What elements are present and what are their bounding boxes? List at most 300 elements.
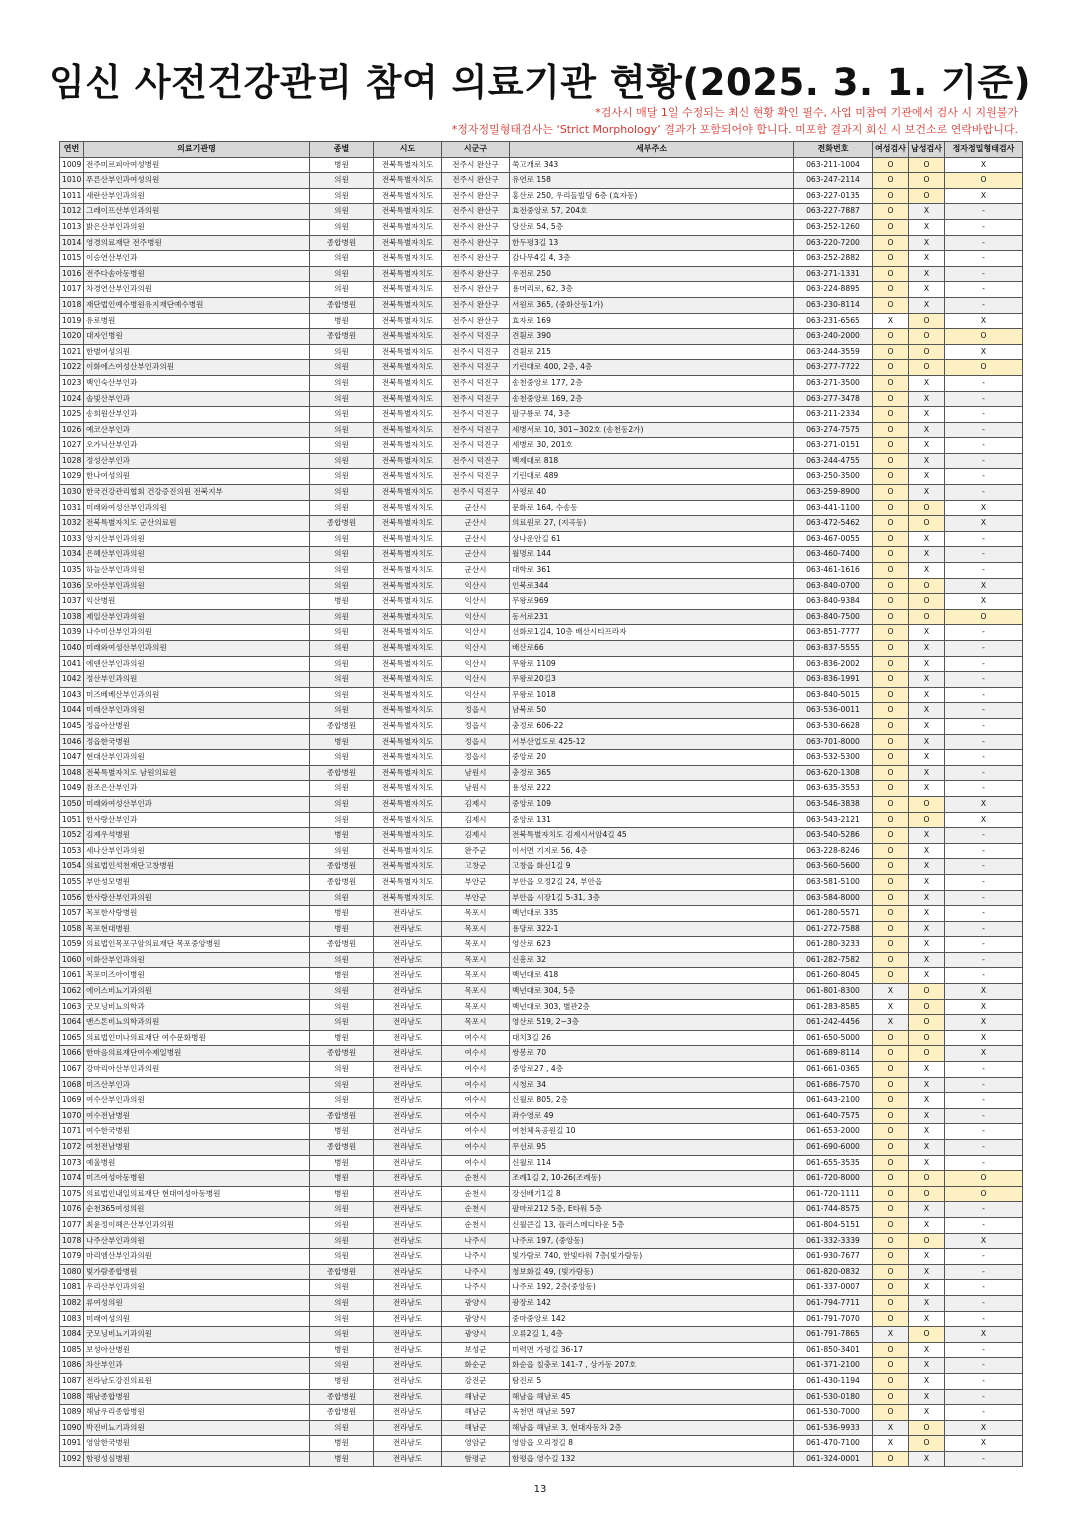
- male-test-cell: X: [909, 531, 945, 547]
- table-row: [60, 266, 1023, 282]
- district-cell: 군산시: [442, 500, 510, 516]
- district-cell: 목포시: [442, 921, 510, 937]
- institution-type-cell: 의원: [310, 687, 374, 703]
- sperm-test-cell: O: [945, 173, 1023, 189]
- sperm-test-cell: -: [945, 937, 1023, 953]
- institution-name-cell: 순천365여성의원: [84, 1202, 310, 1218]
- table-row: [60, 1015, 1023, 1031]
- institution-type-cell: 의원: [310, 531, 374, 547]
- district-cell: 여수시: [442, 1108, 510, 1124]
- female-test-cell: O: [873, 297, 909, 313]
- address-cell: 신월로 114: [510, 1155, 794, 1171]
- address-cell: 시청로 34: [510, 1077, 794, 1093]
- institution-type-cell: 병원: [310, 1171, 374, 1187]
- male-test-cell: X: [909, 625, 945, 641]
- address-cell: 화순읍 칠충로 141-7 , 상가동 207호: [510, 1358, 794, 1374]
- institution-type-cell: 의원: [310, 843, 374, 859]
- female-test-cell: O: [873, 391, 909, 407]
- phone-cell: 063-244-3559: [794, 344, 873, 360]
- female-test-cell: X: [873, 999, 909, 1015]
- sperm-test-cell: -: [945, 438, 1023, 454]
- institution-type-cell: 의원: [310, 609, 374, 625]
- table-row: [60, 188, 1023, 204]
- address-cell: 나주로 192, 2층(중앙동): [510, 1280, 794, 1296]
- col-header-sperm-test: 정자정밀형태검사: [945, 142, 1023, 158]
- male-test-cell: O: [909, 578, 945, 594]
- address-cell: 대학로 361: [510, 563, 794, 579]
- male-test-cell: O: [909, 500, 945, 516]
- col-header-type: 종별: [310, 142, 374, 158]
- sperm-test-cell: O: [945, 360, 1023, 376]
- district-cell: 전주시 완산구: [442, 204, 510, 220]
- table-row: [60, 1217, 1023, 1233]
- address-cell: 고창읍 화신1길 9: [510, 859, 794, 875]
- male-test-cell: X: [909, 407, 945, 423]
- female-test-cell: O: [873, 1046, 909, 1062]
- province-cell: 전북특별자치도: [374, 469, 442, 485]
- table-row: [60, 313, 1023, 329]
- province-cell: 전라남도: [374, 968, 442, 984]
- male-test-cell: O: [909, 594, 945, 610]
- sperm-test-cell: -: [945, 1295, 1023, 1311]
- institution-type-cell: 의원: [310, 563, 374, 579]
- phone-cell: 063-851-7777: [794, 625, 873, 641]
- address-cell: 광장로 142: [510, 1295, 794, 1311]
- institution-name-cell: 나주산부인과의원: [84, 1233, 310, 1249]
- address-cell: 조례1길 2, 10-26(조례동): [510, 1171, 794, 1187]
- province-cell: 전라남도: [374, 1108, 442, 1124]
- province-cell: 전북특별자치도: [374, 516, 442, 532]
- table-row: [60, 516, 1023, 532]
- province-cell: 전북특별자치도: [374, 313, 442, 329]
- address-cell: 용당로 322-1: [510, 921, 794, 937]
- institution-name-cell: 의료법인내일의료재단 현대여성아동병원: [84, 1186, 310, 1202]
- female-test-cell: O: [873, 843, 909, 859]
- institution-name-cell: 영경의료재단 전주병원: [84, 235, 310, 251]
- province-cell: 전북특별자치도: [374, 547, 442, 563]
- male-test-cell: X: [909, 1311, 945, 1327]
- phone-cell: 063-584-8000: [794, 890, 873, 906]
- female-test-cell: O: [873, 251, 909, 267]
- institution-name-cell: 의료법인석천재단고창병원: [84, 859, 310, 875]
- table-row: [60, 656, 1023, 672]
- male-test-cell: X: [909, 1217, 945, 1233]
- district-cell: 화순군: [442, 1358, 510, 1374]
- district-cell: 목포시: [442, 906, 510, 922]
- phone-cell: 063-530-6628: [794, 718, 873, 734]
- address-cell: 무왕로 1109: [510, 656, 794, 672]
- sperm-test-cell: X: [945, 1015, 1023, 1031]
- row-no-cell: 1081: [60, 1280, 84, 1296]
- male-test-cell: O: [909, 1436, 945, 1452]
- table-row: [60, 282, 1023, 298]
- row-no-cell: 1044: [60, 703, 84, 719]
- province-cell: 전북특별자치도: [374, 796, 442, 812]
- row-no-cell: 1029: [60, 469, 84, 485]
- female-test-cell: O: [873, 828, 909, 844]
- sperm-test-cell: X: [945, 1436, 1023, 1452]
- address-cell: 장선배기1길 8: [510, 1186, 794, 1202]
- district-cell: 순천시: [442, 1186, 510, 1202]
- sperm-test-cell: O: [945, 609, 1023, 625]
- row-no-cell: 1023: [60, 375, 84, 391]
- address-cell: 의료원로 27, (지곡동): [510, 516, 794, 532]
- table-row: [60, 329, 1023, 345]
- female-test-cell: O: [873, 874, 909, 890]
- table-row: [60, 812, 1023, 828]
- row-no-cell: 1018: [60, 297, 84, 313]
- address-cell: 우전로 250: [510, 266, 794, 282]
- province-cell: 전북특별자치도: [374, 734, 442, 750]
- male-test-cell: X: [909, 485, 945, 501]
- phone-cell: 061-337-0007: [794, 1280, 873, 1296]
- district-cell: 여수시: [442, 1030, 510, 1046]
- phone-cell: 063-467-0055: [794, 531, 873, 547]
- province-cell: 전북특별자치도: [374, 173, 442, 189]
- table-row: [60, 391, 1023, 407]
- table-row: [60, 485, 1023, 501]
- table-row: [60, 360, 1023, 376]
- table-row: [60, 1373, 1023, 1389]
- institution-type-cell: 종합병원: [310, 1140, 374, 1156]
- address-cell: 미력면 가평길 36-17: [510, 1342, 794, 1358]
- institution-name-cell: 미래여성의원: [84, 1311, 310, 1327]
- institution-name-cell: 여수산부인과의원: [84, 1093, 310, 1109]
- male-test-cell: X: [909, 469, 945, 485]
- institution-name-cell: 에이스비뇨기과의원: [84, 984, 310, 1000]
- table-row: [60, 1436, 1023, 1452]
- province-cell: 전라남도: [374, 1202, 442, 1218]
- phone-cell: 063-635-3553: [794, 781, 873, 797]
- row-no-cell: 1050: [60, 796, 84, 812]
- district-cell: 여수시: [442, 1124, 510, 1140]
- male-test-cell: X: [909, 750, 945, 766]
- institution-type-cell: 병원: [310, 1186, 374, 1202]
- district-cell: 고창군: [442, 859, 510, 875]
- institution-type-cell: 종합병원: [310, 297, 374, 313]
- table-row: [60, 1451, 1023, 1467]
- sperm-test-cell: -: [945, 563, 1023, 579]
- sperm-test-cell: -: [945, 547, 1023, 563]
- page-title: 임신 사전건강관리 참여 의료기관 현황(2025. 3. 1. 기준): [49, 61, 1031, 104]
- province-cell: 전북특별자치도: [374, 360, 442, 376]
- address-cell: 해남읍 해남로 3, 현대자동차 2층: [510, 1420, 794, 1436]
- male-test-cell: O: [909, 1186, 945, 1202]
- province-cell: 전북특별자치도: [374, 485, 442, 501]
- female-test-cell: O: [873, 641, 909, 657]
- province-cell: 전북특별자치도: [374, 812, 442, 828]
- institution-type-cell: 의원: [310, 391, 374, 407]
- address-cell: 인북로344: [510, 578, 794, 594]
- male-test-cell: O: [909, 999, 945, 1015]
- district-cell: 목포시: [442, 984, 510, 1000]
- sperm-test-cell: -: [945, 687, 1023, 703]
- institution-name-cell: 부안성모병원: [84, 874, 310, 890]
- institution-name-cell: 미래와여성산부인과의원: [84, 641, 310, 657]
- phone-cell: 063-228-8246: [794, 843, 873, 859]
- col-header-female-test: 여성검사: [873, 142, 909, 158]
- institution-name-cell: 참조은산부인과: [84, 781, 310, 797]
- institution-name-cell: 제일산부인과의원: [84, 609, 310, 625]
- male-test-cell: O: [909, 344, 945, 360]
- institution-name-cell: 함평성심병원: [84, 1451, 310, 1467]
- row-no-cell: 1036: [60, 578, 84, 594]
- table-row: [60, 204, 1023, 220]
- table-row: [60, 952, 1023, 968]
- female-test-cell: O: [873, 703, 909, 719]
- district-cell: 정읍시: [442, 718, 510, 734]
- male-test-cell: X: [909, 672, 945, 688]
- phone-cell: 061-804-5151: [794, 1217, 873, 1233]
- institution-type-cell: 의원: [310, 344, 374, 360]
- table-row: [60, 251, 1023, 267]
- phone-cell: 063-461-1616: [794, 563, 873, 579]
- institution-name-cell: 의료법인목포구암의료재단 목포중앙병원: [84, 937, 310, 953]
- male-test-cell: X: [909, 422, 945, 438]
- male-test-cell: X: [909, 1405, 945, 1421]
- institution-name-cell: 이화산부인과의원: [84, 952, 310, 968]
- address-cell: 나주로 197, (중앙동): [510, 1233, 794, 1249]
- address-cell: 용머리로, 62, 3층: [510, 282, 794, 298]
- phone-cell: 063-536-0011: [794, 703, 873, 719]
- phone-cell: 063-250-3500: [794, 469, 873, 485]
- district-cell: 해남군: [442, 1420, 510, 1436]
- male-test-cell: X: [909, 1249, 945, 1265]
- female-test-cell: O: [873, 1062, 909, 1078]
- district-cell: 강진군: [442, 1373, 510, 1389]
- province-cell: 전라남도: [374, 1140, 442, 1156]
- male-test-cell: X: [909, 765, 945, 781]
- row-no-cell: 1043: [60, 687, 84, 703]
- institution-name-cell: 맨스톤비뇨의학과의원: [84, 1015, 310, 1031]
- sperm-test-cell: -: [945, 734, 1023, 750]
- institution-name-cell: 푸른산부인과여성의원: [84, 173, 310, 189]
- institution-name-cell: 미래산부인과의원: [84, 703, 310, 719]
- male-test-cell: X: [909, 1202, 945, 1218]
- female-test-cell: O: [873, 1155, 909, 1171]
- institution-name-cell: 영암한국병원: [84, 1436, 310, 1452]
- table-row: [60, 1062, 1023, 1078]
- phone-cell: 063-840-5015: [794, 687, 873, 703]
- row-no-cell: 1033: [60, 531, 84, 547]
- district-cell: 군산시: [442, 531, 510, 547]
- phone-cell: 061-260-8045: [794, 968, 873, 984]
- phone-cell: 061-280-3233: [794, 937, 873, 953]
- row-no-cell: 1082: [60, 1295, 84, 1311]
- district-cell: 해남군: [442, 1405, 510, 1421]
- institution-name-cell: 한나여성의원: [84, 469, 310, 485]
- institution-type-cell: 의원: [310, 282, 374, 298]
- address-cell: 중앙로 131: [510, 812, 794, 828]
- address-cell: 당산로 54, 5층: [510, 219, 794, 235]
- female-test-cell: O: [873, 890, 909, 906]
- phone-cell: 061-242-4456: [794, 1015, 873, 1031]
- district-cell: 여수시: [442, 1046, 510, 1062]
- phone-cell: 063-211-1004: [794, 157, 873, 173]
- province-cell: 전북특별자치도: [374, 375, 442, 391]
- sperm-test-cell: -: [945, 282, 1023, 298]
- row-no-cell: 1075: [60, 1186, 84, 1202]
- province-cell: 전북특별자치도: [374, 157, 442, 173]
- province-cell: 전북특별자치도: [374, 781, 442, 797]
- row-no-cell: 1070: [60, 1108, 84, 1124]
- phone-cell: 061-791-7865: [794, 1327, 873, 1343]
- phone-cell: 063-220-7200: [794, 235, 873, 251]
- district-cell: 익산시: [442, 656, 510, 672]
- address-cell: 중앙로27 , 4층: [510, 1062, 794, 1078]
- female-test-cell: O: [873, 1140, 909, 1156]
- institution-name-cell: 최윤정이헤은산부인과의원: [84, 1217, 310, 1233]
- table-header-row: [60, 142, 1023, 158]
- address-cell: 팔마로212 5층, E타워 5층: [510, 1202, 794, 1218]
- row-no-cell: 1090: [60, 1420, 84, 1436]
- province-cell: 전라남도: [374, 906, 442, 922]
- female-test-cell: O: [873, 1451, 909, 1467]
- female-test-cell: O: [873, 469, 909, 485]
- female-test-cell: O: [873, 687, 909, 703]
- table-row: [60, 828, 1023, 844]
- province-cell: 전북특별자치도: [374, 625, 442, 641]
- district-cell: 정읍시: [442, 750, 510, 766]
- institution-type-cell: 의원: [310, 173, 374, 189]
- province-cell: 전북특별자치도: [374, 453, 442, 469]
- phone-cell: 061-530-0180: [794, 1389, 873, 1405]
- female-test-cell: O: [873, 578, 909, 594]
- sperm-test-cell: X: [945, 344, 1023, 360]
- institution-type-cell: 병원: [310, 828, 374, 844]
- phone-cell: 061-690-6000: [794, 1140, 873, 1156]
- male-test-cell: X: [909, 718, 945, 734]
- col-header-district: 시군구: [442, 142, 510, 158]
- sperm-test-cell: X: [945, 1420, 1023, 1436]
- sperm-test-cell: -: [945, 718, 1023, 734]
- table-row: [60, 609, 1023, 625]
- institution-type-cell: 종합병원: [310, 1264, 374, 1280]
- institution-name-cell: 박진비뇨기과의원: [84, 1420, 310, 1436]
- male-test-cell: X: [909, 656, 945, 672]
- female-test-cell: O: [873, 906, 909, 922]
- row-no-cell: 1091: [60, 1436, 84, 1452]
- province-cell: 전라남도: [374, 1093, 442, 1109]
- phone-cell: 061-640-7575: [794, 1108, 873, 1124]
- sperm-test-cell: -: [945, 1249, 1023, 1265]
- province-cell: 전북특별자치도: [374, 219, 442, 235]
- row-no-cell: 1027: [60, 438, 84, 454]
- male-test-cell: O: [909, 157, 945, 173]
- sperm-test-cell: -: [945, 1342, 1023, 1358]
- province-cell: 전라남도: [374, 1077, 442, 1093]
- province-cell: 전북특별자치도: [374, 531, 442, 547]
- institution-name-cell: 목포한사랑병원: [84, 906, 310, 922]
- district-cell: 전주시 덕진구: [442, 422, 510, 438]
- address-cell: 전북특별자치도 김제시서암4길 45: [510, 828, 794, 844]
- address-cell: 남북로 50: [510, 703, 794, 719]
- institution-name-cell: 정성산부인과: [84, 453, 310, 469]
- row-no-cell: 1053: [60, 843, 84, 859]
- institution-type-cell: 의원: [310, 375, 374, 391]
- province-cell: 전북특별자치도: [374, 703, 442, 719]
- district-cell: 전주시 덕진구: [442, 375, 510, 391]
- province-cell: 전라남도: [374, 1171, 442, 1187]
- province-cell: 전라남도: [374, 1280, 442, 1296]
- table-row: [60, 1342, 1023, 1358]
- female-test-cell: O: [873, 594, 909, 610]
- male-test-cell: X: [909, 219, 945, 235]
- province-cell: 전북특별자치도: [374, 750, 442, 766]
- female-test-cell: O: [873, 1217, 909, 1233]
- district-cell: 군산시: [442, 516, 510, 532]
- institution-name-cell: 새란산부인과의원: [84, 188, 310, 204]
- male-test-cell: X: [909, 968, 945, 984]
- sperm-test-cell: X: [945, 500, 1023, 516]
- female-test-cell: X: [873, 1327, 909, 1343]
- address-cell: 효전중앙로 57, 204호: [510, 204, 794, 220]
- col-header-no: 연번: [60, 142, 84, 158]
- institution-name-cell: 강마리아산부인과의원: [84, 1062, 310, 1078]
- male-test-cell: X: [909, 1342, 945, 1358]
- institution-type-cell: 의원: [310, 1249, 374, 1265]
- province-cell: 전라남도: [374, 1030, 442, 1046]
- female-test-cell: O: [873, 531, 909, 547]
- sperm-test-cell: -: [945, 703, 1023, 719]
- address-cell: 백년대로 303, 별관2층: [510, 999, 794, 1015]
- male-test-cell: X: [909, 781, 945, 797]
- address-cell: 영암읍 오리정길 8: [510, 1436, 794, 1452]
- institution-type-cell: 병원: [310, 1030, 374, 1046]
- row-no-cell: 1052: [60, 828, 84, 844]
- institution-type-cell: 의원: [310, 251, 374, 267]
- province-cell: 전라남도: [374, 921, 442, 937]
- sperm-test-cell: -: [945, 266, 1023, 282]
- female-test-cell: O: [873, 422, 909, 438]
- phone-cell: 061-280-5571: [794, 906, 873, 922]
- male-test-cell: O: [909, 313, 945, 329]
- institution-name-cell: 백인숙산부인과: [84, 375, 310, 391]
- sperm-test-cell: -: [945, 375, 1023, 391]
- female-test-cell: O: [873, 344, 909, 360]
- sperm-test-cell: -: [945, 1093, 1023, 1109]
- sperm-test-cell: -: [945, 407, 1023, 423]
- sperm-test-cell: -: [945, 874, 1023, 890]
- address-cell: 감나무4길 4, 3층: [510, 251, 794, 267]
- row-no-cell: 1031: [60, 500, 84, 516]
- institution-type-cell: 병원: [310, 968, 374, 984]
- institution-type-cell: 의원: [310, 438, 374, 454]
- institution-name-cell: 재단법인예수병원유지재단예수병원: [84, 297, 310, 313]
- district-cell: 익산시: [442, 672, 510, 688]
- sperm-test-cell: -: [945, 391, 1023, 407]
- row-no-cell: 1017: [60, 282, 84, 298]
- address-cell: 홍산로 250, 우리들빌딩 6층 (효자동): [510, 188, 794, 204]
- institution-type-cell: 의원: [310, 1077, 374, 1093]
- district-cell: 전주시 덕진구: [442, 360, 510, 376]
- district-cell: 해남군: [442, 1389, 510, 1405]
- table-row: [60, 625, 1023, 641]
- phone-cell: 063-271-3500: [794, 375, 873, 391]
- province-cell: 전라남도: [374, 1217, 442, 1233]
- row-no-cell: 1035: [60, 563, 84, 579]
- institution-type-cell: 종합병원: [310, 1405, 374, 1421]
- institution-name-cell: 예코산부인과: [84, 422, 310, 438]
- row-no-cell: 1025: [60, 407, 84, 423]
- district-cell: 여수시: [442, 1062, 510, 1078]
- phone-cell: 063-472-5462: [794, 516, 873, 532]
- address-cell: 빛가람로 740, 한빛타워 7층(빛가람동): [510, 1249, 794, 1265]
- female-test-cell: O: [873, 1373, 909, 1389]
- table-row: [60, 173, 1023, 189]
- address-cell: 영산로 623: [510, 937, 794, 953]
- row-no-cell: 1021: [60, 344, 84, 360]
